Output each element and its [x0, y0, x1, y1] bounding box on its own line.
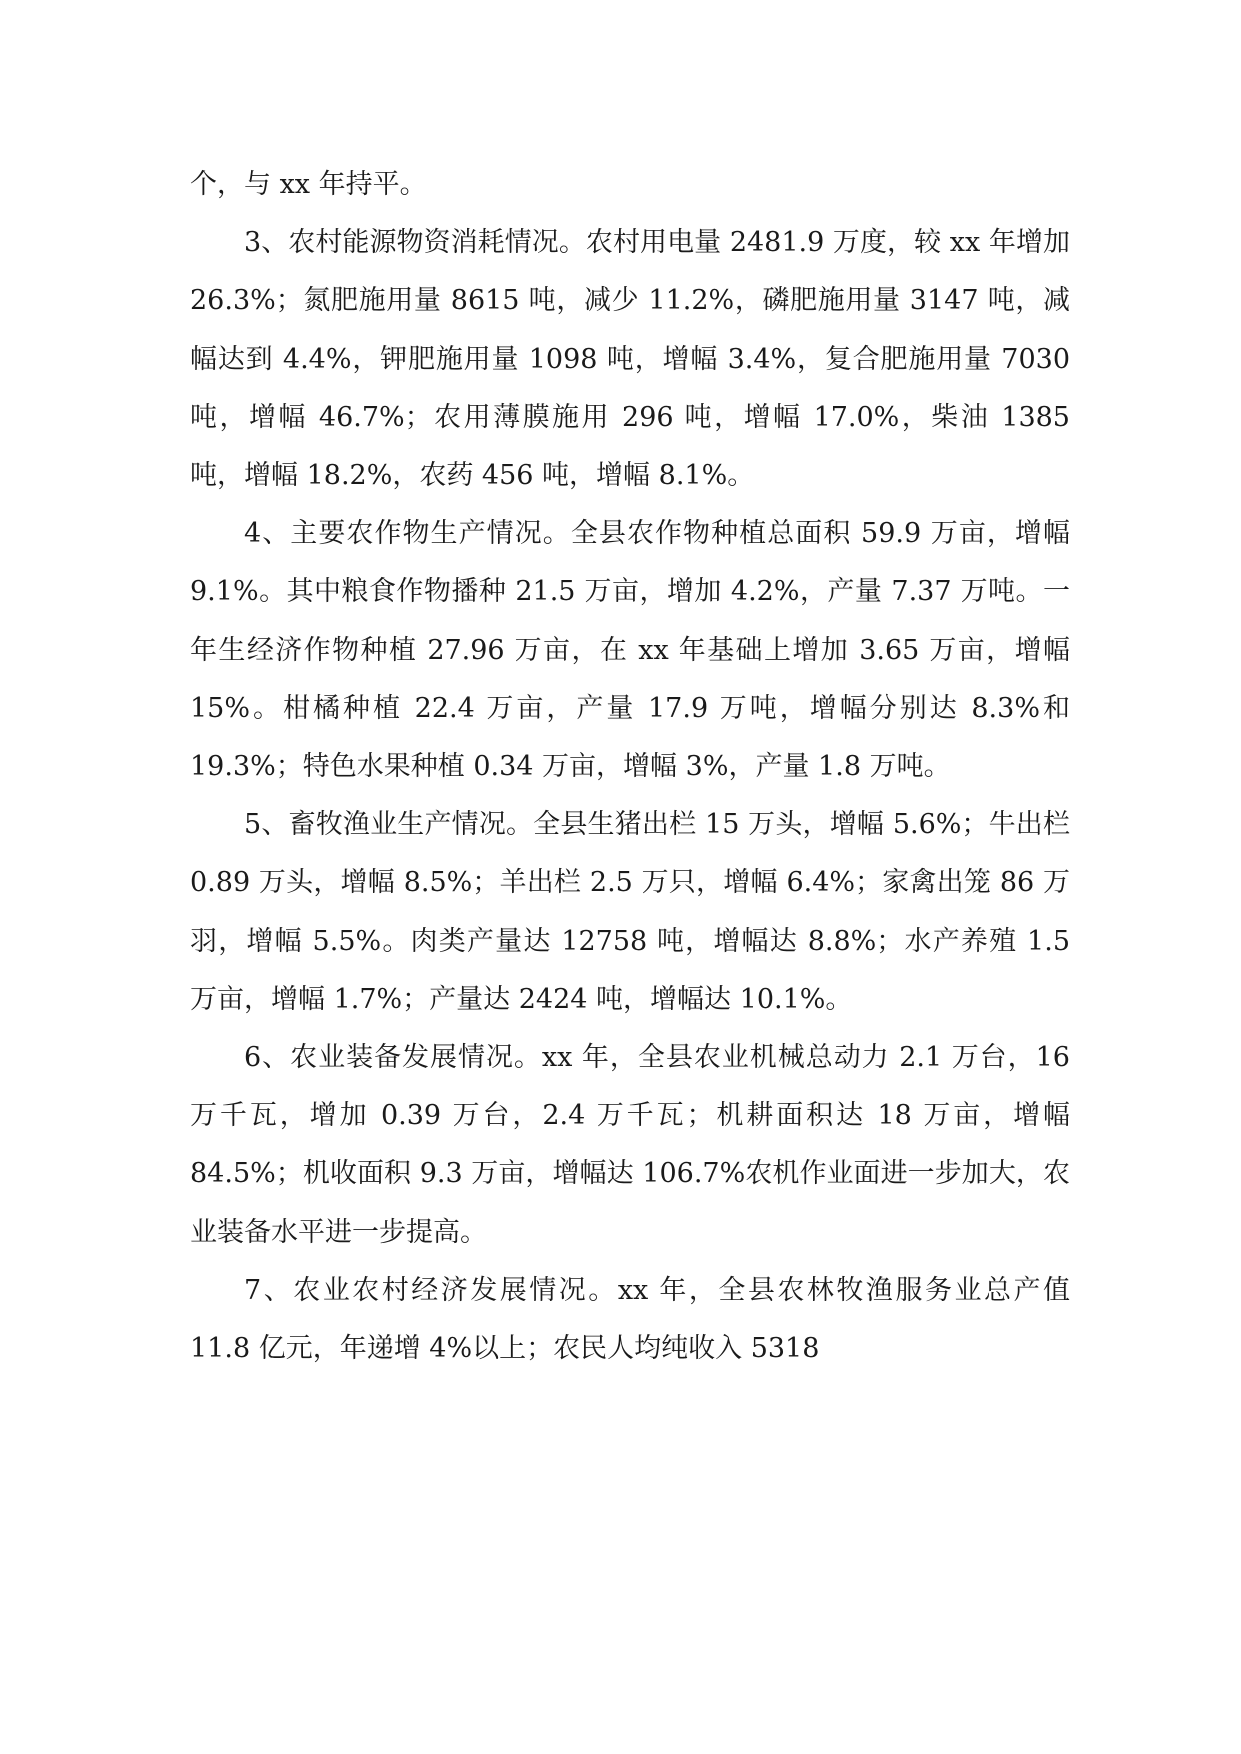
paragraph-continuation: 个，与 xx 年持平。 — [190, 169, 427, 200]
document-body — [190, 156, 1070, 1378]
paragraph-rural-economy: 7、农业农村经济发展情况。xx 年，全县农林牧渔服务业总产值 11.8 亿元，年递增 4%以上；农民人均纯收入 5318 — [190, 1274, 1070, 1365]
paragraph-agricultural-equipment: 6、农业装备发展情况。xx 年，全县农业机械总动力 2.1 万台，16 万千瓦，增加 0.39 万台，2.4 万千瓦；机耕面积达 18 万亩，增幅 84.5%；机收面积 9.3 万亩，增幅达 106.7%农机作业面进一步加大，农业装备水平进一步提高。 — [190, 1042, 1070, 1248]
paragraph-crop-production: 4、主要农作物生产情况。全县农作物种植总面积 59.9 万亩，增幅 9.1%。其中粮食作物播种 21.5 万亩，增加 4.2%，产量 7.37 万吨。一年生经济作物种植 27.96 万亩，在 xx 年基础上增加 3.65 万亩，增幅 15%。柑橘种植 22.4 万亩，产量 17.9 万吨，增幅分别达 8.3%和 19.3%；特色水果种植 0.34 万亩，增幅 3%，产量 1.8 万吨。 — [190, 518, 1070, 783]
paragraph-energy-consumption: 3、农村能源物资消耗情况。农村用电量 2481.9 万度，较 xx 年增加 26.3%；氮肥施用量 8615 吨，减少 11.2%，磷肥施用量 3147 吨，减幅达到 4.4%，钾肥施用量 1098 吨，增幅 3.4%，复合肥施用量 7030 吨，增幅 46.7%；农用薄膜施用 296 吨，增幅 17.0%，柴油 1385 吨，增幅 18.2%，农药 456 吨，增幅 8.1%。 — [190, 227, 1070, 492]
paragraph-livestock-fishery: 5、畜牧渔业生产情况。全县生猪出栏 15 万头，增幅 5.6%；牛出栏 0.89 万头，增幅 8.5%；羊出栏 2.5 万只，增幅 6.4%；家禽出笼 86 万羽，增幅 5.5%。肉类产量达 12758 吨，增幅达 8.8%；水产养殖 1.5 万亩，增幅 1.7%；产量达 2424 吨，增幅达 10.1%。 — [190, 809, 1070, 1015]
